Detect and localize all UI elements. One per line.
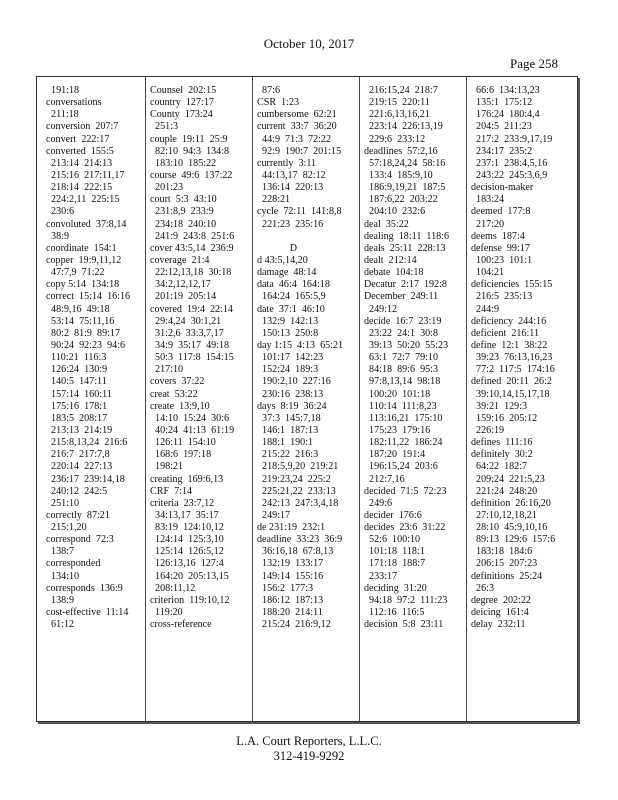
index-line: 39:13 50:20 55:23 bbox=[364, 339, 449, 351]
index-line: 31:2,6 33:3,7,17 bbox=[150, 327, 224, 339]
index-line: 208:11,12 bbox=[150, 582, 196, 594]
index-line bbox=[257, 231, 361, 243]
index-line: deems 187:4 bbox=[471, 230, 525, 242]
index-line: 100:20 101:18 bbox=[364, 388, 431, 400]
index-line: 237:1 238:4,5,16 bbox=[471, 157, 548, 169]
index-line: conversion 207:7 bbox=[46, 121, 119, 133]
index-line: 216:15,24 218:7 bbox=[364, 85, 438, 96]
index-line: 101:17 142:23 bbox=[257, 352, 324, 364]
index-line: 136:14 220:13 bbox=[257, 182, 324, 194]
index-line: 82:10 94:3 134:8 bbox=[150, 145, 230, 157]
index-line: dealing 18:11 118:6 bbox=[364, 230, 450, 242]
footer-company: L.A. Court Reporters, L.L.C. bbox=[236, 734, 382, 748]
index-line: 215:1,20 bbox=[46, 522, 87, 534]
index-line: 213:13 214:19 bbox=[46, 424, 113, 436]
index-line: 57:18,24,24 58:16 bbox=[364, 157, 446, 169]
index-line: 52:6 100:10 bbox=[364, 534, 421, 546]
index-column-1 bbox=[46, 85, 150, 631]
index-line: 94:18 97:2 111:23 bbox=[364, 594, 448, 606]
index-line: 66:6 134:13,23 bbox=[471, 85, 540, 96]
index-line: 39:10,14,15,17,18 bbox=[471, 388, 550, 400]
index-line: 84:18 89:6 95:3 bbox=[364, 364, 439, 376]
index-line: 22:12,13,18 30:18 bbox=[150, 267, 232, 279]
index-line: create 13:9,10 bbox=[150, 400, 210, 412]
index-line: D bbox=[257, 242, 298, 254]
index-line: course 49:6 137:22 bbox=[150, 169, 233, 181]
index-line: 97:8,13,14 98:18 bbox=[364, 376, 441, 388]
index-line: 212:7,16 bbox=[364, 473, 405, 485]
index-line: 126:11 154:10 bbox=[150, 437, 216, 449]
index-line: 249:17 bbox=[257, 509, 291, 521]
index-line: 26:3 bbox=[471, 582, 494, 594]
index-line: corresponded bbox=[46, 558, 101, 570]
index-line: definitely 30:2 bbox=[471, 449, 533, 461]
index-line: decide 16:7 23:19 bbox=[364, 315, 442, 327]
index-line: court 5:3 43:10 bbox=[150, 194, 217, 206]
index-line: 231:8,9 233:9 bbox=[150, 206, 214, 218]
index-line: 150:13 250:8 bbox=[257, 327, 319, 339]
index-line: dealt 212:14 bbox=[364, 254, 417, 266]
index-line: corresponds 136:9 bbox=[46, 582, 123, 594]
index-line: 132:19 133:17 bbox=[257, 558, 324, 570]
index-line: decision 5:8 23:11 bbox=[364, 619, 444, 631]
index-line: covers 37:22 bbox=[150, 376, 205, 388]
index-line: 186:12 187:13 bbox=[257, 594, 324, 606]
index-line: creat 53:22 bbox=[150, 388, 198, 400]
index-line: CRF 7:14 bbox=[150, 485, 193, 497]
index-line: criterion 119:10,12 bbox=[150, 594, 230, 606]
column-divider bbox=[252, 77, 253, 721]
index-line: 63:1 72:7 79:10 bbox=[364, 352, 439, 364]
index-line: 206:15 207:23 bbox=[471, 558, 538, 570]
index-line: 34:9 35:17 49:18 bbox=[150, 339, 230, 351]
index-line: coverage 21:4 bbox=[150, 254, 210, 266]
index-line: 138:7 bbox=[46, 546, 75, 558]
index-line: current 33:7 36:20 bbox=[257, 121, 337, 133]
index-line: County 173:24 bbox=[150, 109, 213, 121]
index-line: decider 176:6 bbox=[364, 509, 422, 521]
index-line: criteria 23:7,12 bbox=[150, 497, 215, 509]
index-line: cost-effective 11:14 bbox=[46, 607, 129, 619]
index-line: 23:22 24:1 30:8 bbox=[364, 327, 439, 339]
index-line: 196:15,24 203:6 bbox=[364, 461, 438, 473]
index-line: 233:17 bbox=[364, 570, 398, 582]
index-line: 228:21 bbox=[257, 194, 291, 206]
index-column-3 bbox=[257, 85, 361, 631]
index-line: 14:10 15:24 30:6 bbox=[150, 412, 230, 424]
index-line: 190:2,10 227:16 bbox=[257, 376, 331, 388]
index-line: coordinate 154:1 bbox=[46, 242, 117, 254]
index-line: 112:16 116:5 bbox=[364, 607, 425, 619]
index-line: 230:16 238:13 bbox=[257, 388, 324, 400]
column-divider bbox=[145, 77, 146, 721]
index-line: 218:14 222:15 bbox=[46, 182, 113, 194]
page-date: October 10, 2017 bbox=[263, 36, 355, 51]
index-line: 176:24 180:4,4 bbox=[471, 109, 540, 121]
index-line: convoluted 37:8,14 bbox=[46, 218, 127, 230]
index-line: 188:20 214:11 bbox=[257, 607, 323, 619]
index-line: 110:21 116:3 bbox=[46, 352, 107, 364]
index-line: 34:13,17 35:17 bbox=[150, 509, 219, 521]
index-line: 211:18 bbox=[46, 109, 79, 121]
index-line: 100:23 101:1 bbox=[471, 254, 533, 266]
index-line: 225:21,22 233:13 bbox=[257, 485, 336, 497]
index-line: 187:20 191:4 bbox=[364, 449, 426, 461]
index-line: data 46:4 164:18 bbox=[257, 279, 330, 291]
index-frame bbox=[36, 76, 578, 722]
index-line: deficient 216:11 bbox=[471, 327, 540, 339]
index-line: 101:18 118:1 bbox=[364, 546, 425, 558]
index-line: 44:9 71:3 72:22 bbox=[257, 133, 332, 145]
column-divider bbox=[466, 77, 467, 721]
index-line: 201:19 205:14 bbox=[150, 291, 217, 303]
index-line: deal 35:22 bbox=[364, 218, 409, 230]
index-line: 90:24 92:23 94:6 bbox=[46, 339, 126, 351]
index-line: 34:2,12,12,17 bbox=[150, 279, 211, 291]
index-line: defined 20:11 26:2 bbox=[471, 376, 552, 388]
index-line: 217:2 233:9,17,19 bbox=[471, 133, 553, 145]
index-line: 164:20 205:13,15 bbox=[150, 570, 229, 582]
index-line: 204:10 232:6 bbox=[364, 206, 426, 218]
index-line: deadlines 57:2,16 bbox=[364, 145, 438, 157]
index-line: day 1:15 4:13 65:21 bbox=[257, 339, 344, 351]
index-line: 83:19 124:10,12 bbox=[150, 522, 224, 534]
index-column-5 bbox=[471, 85, 575, 631]
index-line: 48:9,16 49:18 bbox=[46, 303, 110, 315]
index-line: 159:16 205:12 bbox=[471, 412, 538, 424]
index-line: 135:1 175:12 bbox=[471, 97, 533, 109]
index-line: deals 25:11 228:13 bbox=[364, 242, 446, 254]
index-line: 124:14 125:3,10 bbox=[150, 534, 224, 546]
index-line: 146:1 187:13 bbox=[257, 424, 319, 436]
index-line: 226:19 bbox=[471, 424, 505, 436]
index-line: 113:16,21 175:10 bbox=[364, 412, 443, 424]
index-line: 224:2,11 225:15 bbox=[46, 194, 120, 206]
index-line: 119:20 bbox=[150, 607, 183, 619]
index-line: 175:16 178:1 bbox=[46, 400, 108, 412]
index-line: 132:9 142:13 bbox=[257, 315, 319, 327]
index-line: 234:17 235:2 bbox=[471, 145, 533, 157]
index-line: 242:13 247:3,4,18 bbox=[257, 497, 339, 509]
index-line: 50:3 117:8 154:15 bbox=[150, 352, 234, 364]
index-line: 209:24 221:5,23 bbox=[471, 473, 545, 485]
index-line: 36:16,18 67:8,13 bbox=[257, 546, 334, 558]
index-line: 230:6 bbox=[46, 206, 75, 218]
index-line: defines 111:16 bbox=[471, 437, 533, 449]
index-line: covered 19:4 22:14 bbox=[150, 303, 233, 315]
index-line: 249:6 bbox=[364, 497, 393, 509]
index-line: 133:4 185:9,10 bbox=[364, 169, 433, 181]
index-line: 77:2 117:5 174:16 bbox=[471, 364, 555, 376]
index-column-4 bbox=[364, 85, 468, 631]
index-line: cross-reference bbox=[150, 619, 212, 631]
index-line: defense 99:17 bbox=[471, 242, 530, 254]
index-line: currently 3:11 bbox=[257, 157, 317, 169]
index-line: 220:14 227:13 bbox=[46, 461, 113, 473]
index-line: December 249:11 bbox=[364, 291, 439, 303]
index-line: 175:23 179:16 bbox=[364, 424, 431, 436]
index-line: 217:10 bbox=[150, 364, 184, 376]
index-line: 198:21 bbox=[150, 461, 184, 473]
index-line: 221:24 248:20 bbox=[471, 485, 538, 497]
index-line: 251:10 bbox=[46, 497, 80, 509]
index-line: 249:12 bbox=[364, 303, 398, 315]
index-line: delay 232:11 bbox=[471, 619, 526, 631]
index-line: 251:3 bbox=[150, 121, 179, 133]
index-line: 27:10,12,18,21 bbox=[471, 509, 537, 521]
index-line: 64:22 182:7 bbox=[471, 461, 528, 473]
column-divider bbox=[359, 77, 360, 721]
index-line: define 12:1 38:22 bbox=[471, 339, 548, 351]
index-line: 229:6 233:12 bbox=[364, 133, 426, 145]
index-line: correct 15:14 16:16 bbox=[46, 291, 131, 303]
index-line: 236:17 239:14,18 bbox=[46, 473, 125, 485]
index-line: 156:2 177:3 bbox=[257, 582, 314, 594]
index-line: 183:5 208:17 bbox=[46, 412, 108, 424]
index-line: 39:23 76:13,16,23 bbox=[471, 352, 553, 364]
index-line: 138:9 bbox=[46, 594, 75, 606]
index-line: 40:24 41:13 61:19 bbox=[150, 424, 235, 436]
index-line: decides 23:6 31:22 bbox=[364, 522, 446, 534]
index-line: couple 19:11 25:9 bbox=[150, 133, 228, 145]
index-line: 149:14 155:16 bbox=[257, 570, 324, 582]
index-line: decided 71:5 72:23 bbox=[364, 485, 447, 497]
index-line: 164:24 165:5,9 bbox=[257, 291, 326, 303]
index-line: 28:10 45:9,10,16 bbox=[471, 522, 548, 534]
index-line: cover 43:5,14 236:9 bbox=[150, 242, 234, 254]
index-line: 87:6 bbox=[257, 85, 280, 96]
index-line: 186:9,19,21 187:5 bbox=[364, 182, 446, 194]
index-line: 187:6,22 203:22 bbox=[364, 194, 438, 206]
index-line: 140:5 147:11 bbox=[46, 376, 107, 388]
index-line: deciding 31:20 bbox=[364, 582, 427, 594]
page-number: Page 258 bbox=[510, 56, 559, 71]
index-line: 183:24 bbox=[471, 194, 505, 206]
index-line: 218:5,9,20 219:21 bbox=[257, 461, 339, 473]
index-line: days 8:19 36:24 bbox=[257, 400, 327, 412]
index-line: 243:22 245:3,6,9 bbox=[471, 169, 548, 181]
index-line: 219:23,24 225:2 bbox=[257, 473, 331, 485]
index-line: debate 104:18 bbox=[364, 267, 424, 279]
index-line: convert 222:17 bbox=[46, 133, 110, 145]
index-column-2 bbox=[150, 85, 254, 631]
index-line: conversations bbox=[46, 97, 102, 109]
index-line: correctly 87:21 bbox=[46, 509, 110, 521]
index-line: 221:6,13,16,21 bbox=[364, 109, 430, 121]
index-line: cycle 72:11 141:8,8 bbox=[257, 206, 342, 218]
index-line: copy 5:14 134:18 bbox=[46, 279, 120, 291]
index-line: 219:15 220:11 bbox=[364, 97, 430, 109]
index-line: 223:14 226:13,19 bbox=[364, 121, 443, 133]
index-line: 38:9 bbox=[46, 230, 69, 242]
index-line: 92:9 190:7 201:15 bbox=[257, 145, 342, 157]
index-line: 213:14 214:13 bbox=[46, 157, 113, 169]
index-line: 191:18 bbox=[46, 85, 80, 96]
index-line: definition 26:16,20 bbox=[471, 497, 551, 509]
footer-phone: 312-419-9292 bbox=[273, 749, 345, 763]
index-line: deficiency 244:16 bbox=[471, 315, 547, 327]
index-line: cumbersome 62:21 bbox=[257, 109, 337, 121]
index-line: 157:14 160:11 bbox=[46, 388, 112, 400]
index-line: 183:10 185:22 bbox=[150, 157, 217, 169]
index-line: 80:2 81:9 89:17 bbox=[46, 327, 121, 339]
index-line: 204:5 211:23 bbox=[471, 121, 532, 133]
index-line: 215:24 216:9,12 bbox=[257, 619, 331, 631]
index-line: 168:6 197:18 bbox=[150, 449, 212, 461]
index-line: de 231:19 232:1 bbox=[257, 522, 326, 534]
index-line: 234:18 240:10 bbox=[150, 218, 217, 230]
index-line: 215:22 216:3 bbox=[257, 449, 319, 461]
index-line: 171:18 188:7 bbox=[364, 558, 426, 570]
index-line: 104:21 bbox=[471, 267, 505, 279]
index-line: 216:5 235:13 bbox=[471, 291, 533, 303]
index-line: 221:23 235:16 bbox=[257, 218, 324, 230]
index-line: 125:14 126:5,12 bbox=[150, 546, 224, 558]
index-line: 110:14 111:8,23 bbox=[364, 400, 437, 412]
index-line: 126:13,16 127:4 bbox=[150, 558, 224, 570]
index-line: 39:21 129:3 bbox=[471, 400, 528, 412]
index-line: 47:7,9 71:22 bbox=[46, 267, 105, 279]
index-line: definitions 25:24 bbox=[471, 570, 543, 582]
index-line: 241:9 243:8 251:6 bbox=[150, 230, 235, 242]
index-line: CSR 1:23 bbox=[257, 97, 300, 109]
index-line: 44:13,17 82:12 bbox=[257, 169, 326, 181]
index-line: 37:3 145:7,18 bbox=[257, 412, 321, 424]
index-line: 244:9 bbox=[471, 303, 500, 315]
index-line: 29:4,24 30:1,21 bbox=[150, 315, 222, 327]
index-line: date 37:1 46:10 bbox=[257, 303, 325, 315]
index-line: d 43:5,14,20 bbox=[257, 254, 308, 266]
index-line: 216:7 217:7,8 bbox=[46, 449, 110, 461]
index-line: 215:16 217:11,17 bbox=[46, 169, 125, 181]
index-line: converted 155:5 bbox=[46, 145, 114, 157]
index-line: Counsel 202:15 bbox=[150, 85, 217, 96]
index-line: 53:14 75:11,16 bbox=[46, 315, 115, 327]
index-line: deficiencies 155:15 bbox=[471, 279, 553, 291]
index-line: 152:24 189:3 bbox=[257, 364, 319, 376]
index-line: 89:13 129:6 157:6 bbox=[471, 534, 556, 546]
index-line: degree 202:22 bbox=[471, 594, 531, 606]
index-line: 188:1 190:1 bbox=[257, 437, 314, 449]
index-line: deadline 33:23 36:9 bbox=[257, 534, 343, 546]
index-line: damage 48:14 bbox=[257, 267, 317, 279]
index-line: 215:8,13,24 216:6 bbox=[46, 437, 128, 449]
index-line: deemed 177:8 bbox=[471, 206, 531, 218]
index-line: 134:10 bbox=[46, 570, 80, 582]
index-line: 182:11,22 186:24 bbox=[364, 437, 443, 449]
index-line: decision-maker bbox=[471, 182, 534, 194]
index-line: 126:24 130:9 bbox=[46, 364, 108, 376]
index-line: creating 169:6,13 bbox=[150, 473, 224, 485]
index-line: deicing 161:4 bbox=[471, 607, 529, 619]
index-line: correspond 72:3 bbox=[46, 534, 114, 546]
index-line: copper 19:9,11,12 bbox=[46, 254, 122, 266]
index-line: 217:20 bbox=[471, 218, 505, 230]
index-line: 240:12 242:5 bbox=[46, 485, 108, 497]
index-line: country 127:17 bbox=[150, 97, 214, 109]
index-line: 183:18 184:6 bbox=[471, 546, 533, 558]
index-line: Decatur 2:17 192:8 bbox=[364, 279, 447, 291]
index-line: 201:23 bbox=[150, 182, 184, 194]
index-line: 61:12 bbox=[46, 619, 75, 631]
